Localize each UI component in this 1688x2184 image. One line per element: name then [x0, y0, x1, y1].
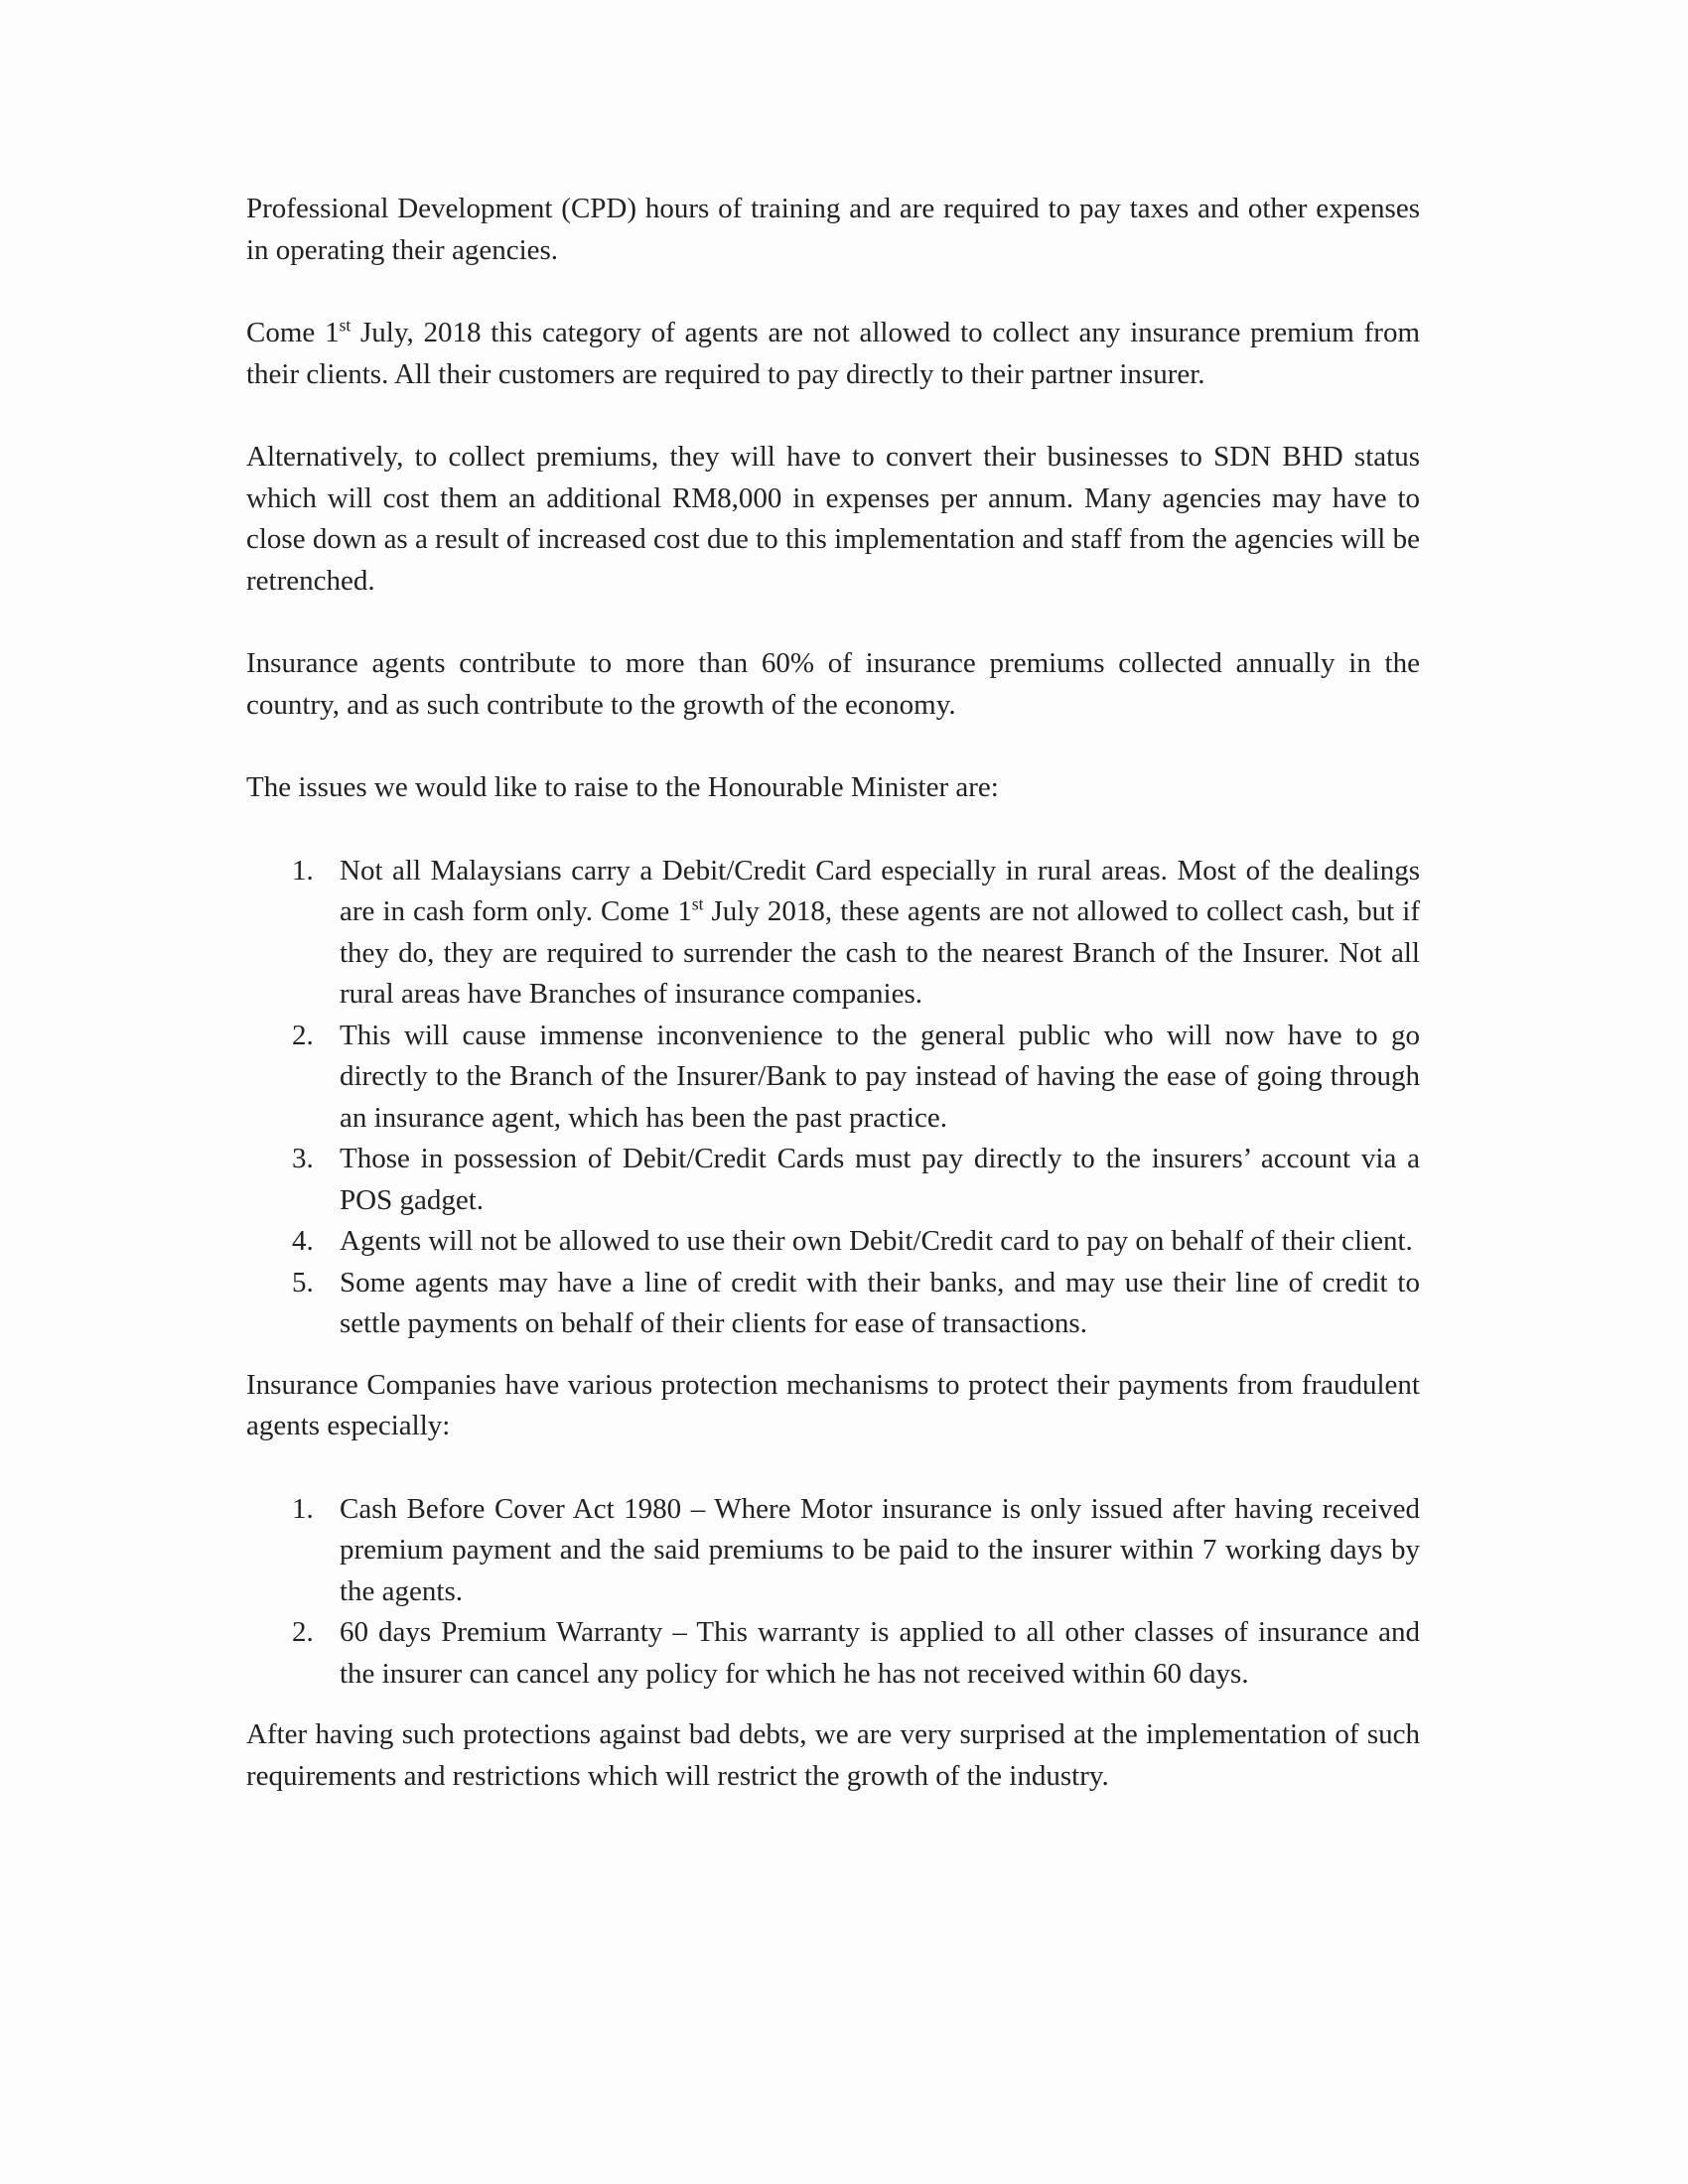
paragraph-premium-collection-pre: Come 1 [246, 317, 340, 348]
list-item-text: This will cause immense inconvenience to the general public who will now have to go directly to the Branch of the Insurer/Bank to pay instead of having the ease of going through an insurance agent, which has been the past practice. [340, 1019, 1420, 1134]
list-item-number: 2. [292, 1019, 314, 1051]
paragraph-issues-intro: The issues we would like to raise to the Honourable Minister are: [246, 771, 999, 803]
list-item-text: Some agents may have a line of credit with their banks, and may use their line of credit to settle payments on behalf of their clients for ease of transactions. [340, 1266, 1420, 1339]
list-item-number: 4. [292, 1225, 314, 1257]
list-item-text: Cash Before Cover Act 1980 – Where Motor insurance is only issued after having received premium payment and the said premiums to be paid to the insurer within 7 working days by the agents. [340, 1492, 1420, 1607]
list-item-number: 5. [292, 1266, 314, 1298]
list-item [246, 1263, 1420, 1345]
protections-list [246, 1489, 1420, 1696]
list-item-text-pre: Not all Malaysians carry a Debit/Credit Card especially in rural areas. Most of the dealings are in cash form only. Come 1 [340, 854, 1420, 927]
paragraph-premium-collection-post: July, 2018 this category of agents are not allowed to collect any insurance premium from their clients. All their customers are required to pay directly to their partner insurer. [246, 317, 1420, 390]
paragraph-agents-contribution: Insurance agents contribute to more than 60% of insurance premiums collected annually in the country, and as such contribute to the growth of the economy. [246, 647, 1420, 721]
list-item-text: 60 days Premium Warranty – This warranty is applied to all other classes of insurance and the insurer can cancel any policy for which he has not received within 60 days. [340, 1616, 1420, 1690]
list-item-text: Those in possession of Debit/Credit Cards must pay directly to the insurers’ account via a POS gadget. [340, 1143, 1420, 1216]
list-item-number: 1. [292, 1492, 314, 1525]
list-item-number: 3. [292, 1143, 314, 1174]
paragraph-sdn-bhd: Alternatively, to collect premiums, they will have to convert their businesses to SDN BHD status which will cost them an additional RM8,000 in expenses per annum. Many agencies may have to close down as a result of increased cost due to this implementation and staff from the agencies will be retrenched. [246, 441, 1420, 597]
list-item-number: 1. [292, 854, 314, 887]
list-item [246, 1139, 1420, 1221]
list-item-number: 2. [292, 1616, 314, 1648]
list-item [246, 851, 1420, 1016]
ordinal-suffix: st [339, 315, 352, 336]
issues-list [246, 851, 1420, 1345]
paragraph-cpd: Professional Development (CPD) hours of training and are required to pay taxes and other expenses in operating their agencies. [246, 193, 1420, 266]
list-item [246, 1221, 1420, 1263]
list-item [246, 1612, 1420, 1695]
paragraph-protections-intro: Insurance Companies have various protection mechanisms to protect their payments from fraudulent agents especially: [246, 1368, 1420, 1441]
paragraph-conclusion: After having such protections against bad debts, we are very surprised at the implementation of such requirements and restrictions which will restrict the growth of the industry. [246, 1718, 1420, 1792]
list-item [246, 1016, 1420, 1140]
list-item-text: Agents will not be allowed to use their own Debit/Credit card to pay on behalf of their client. [340, 1225, 1413, 1257]
ordinal-suffix: st [691, 893, 704, 914]
list-item [246, 1489, 1420, 1613]
letter-body [246, 189, 1420, 1797]
list-item-text-post: July 2018, these agents are not allowed to collect cash, but if they do, they are required to surrender the cash to the nearest Branch of the Insurer. Not all rural areas have Branches of insurance companies. [340, 895, 1420, 1010]
paragraph-premium-collection [246, 313, 1420, 395]
